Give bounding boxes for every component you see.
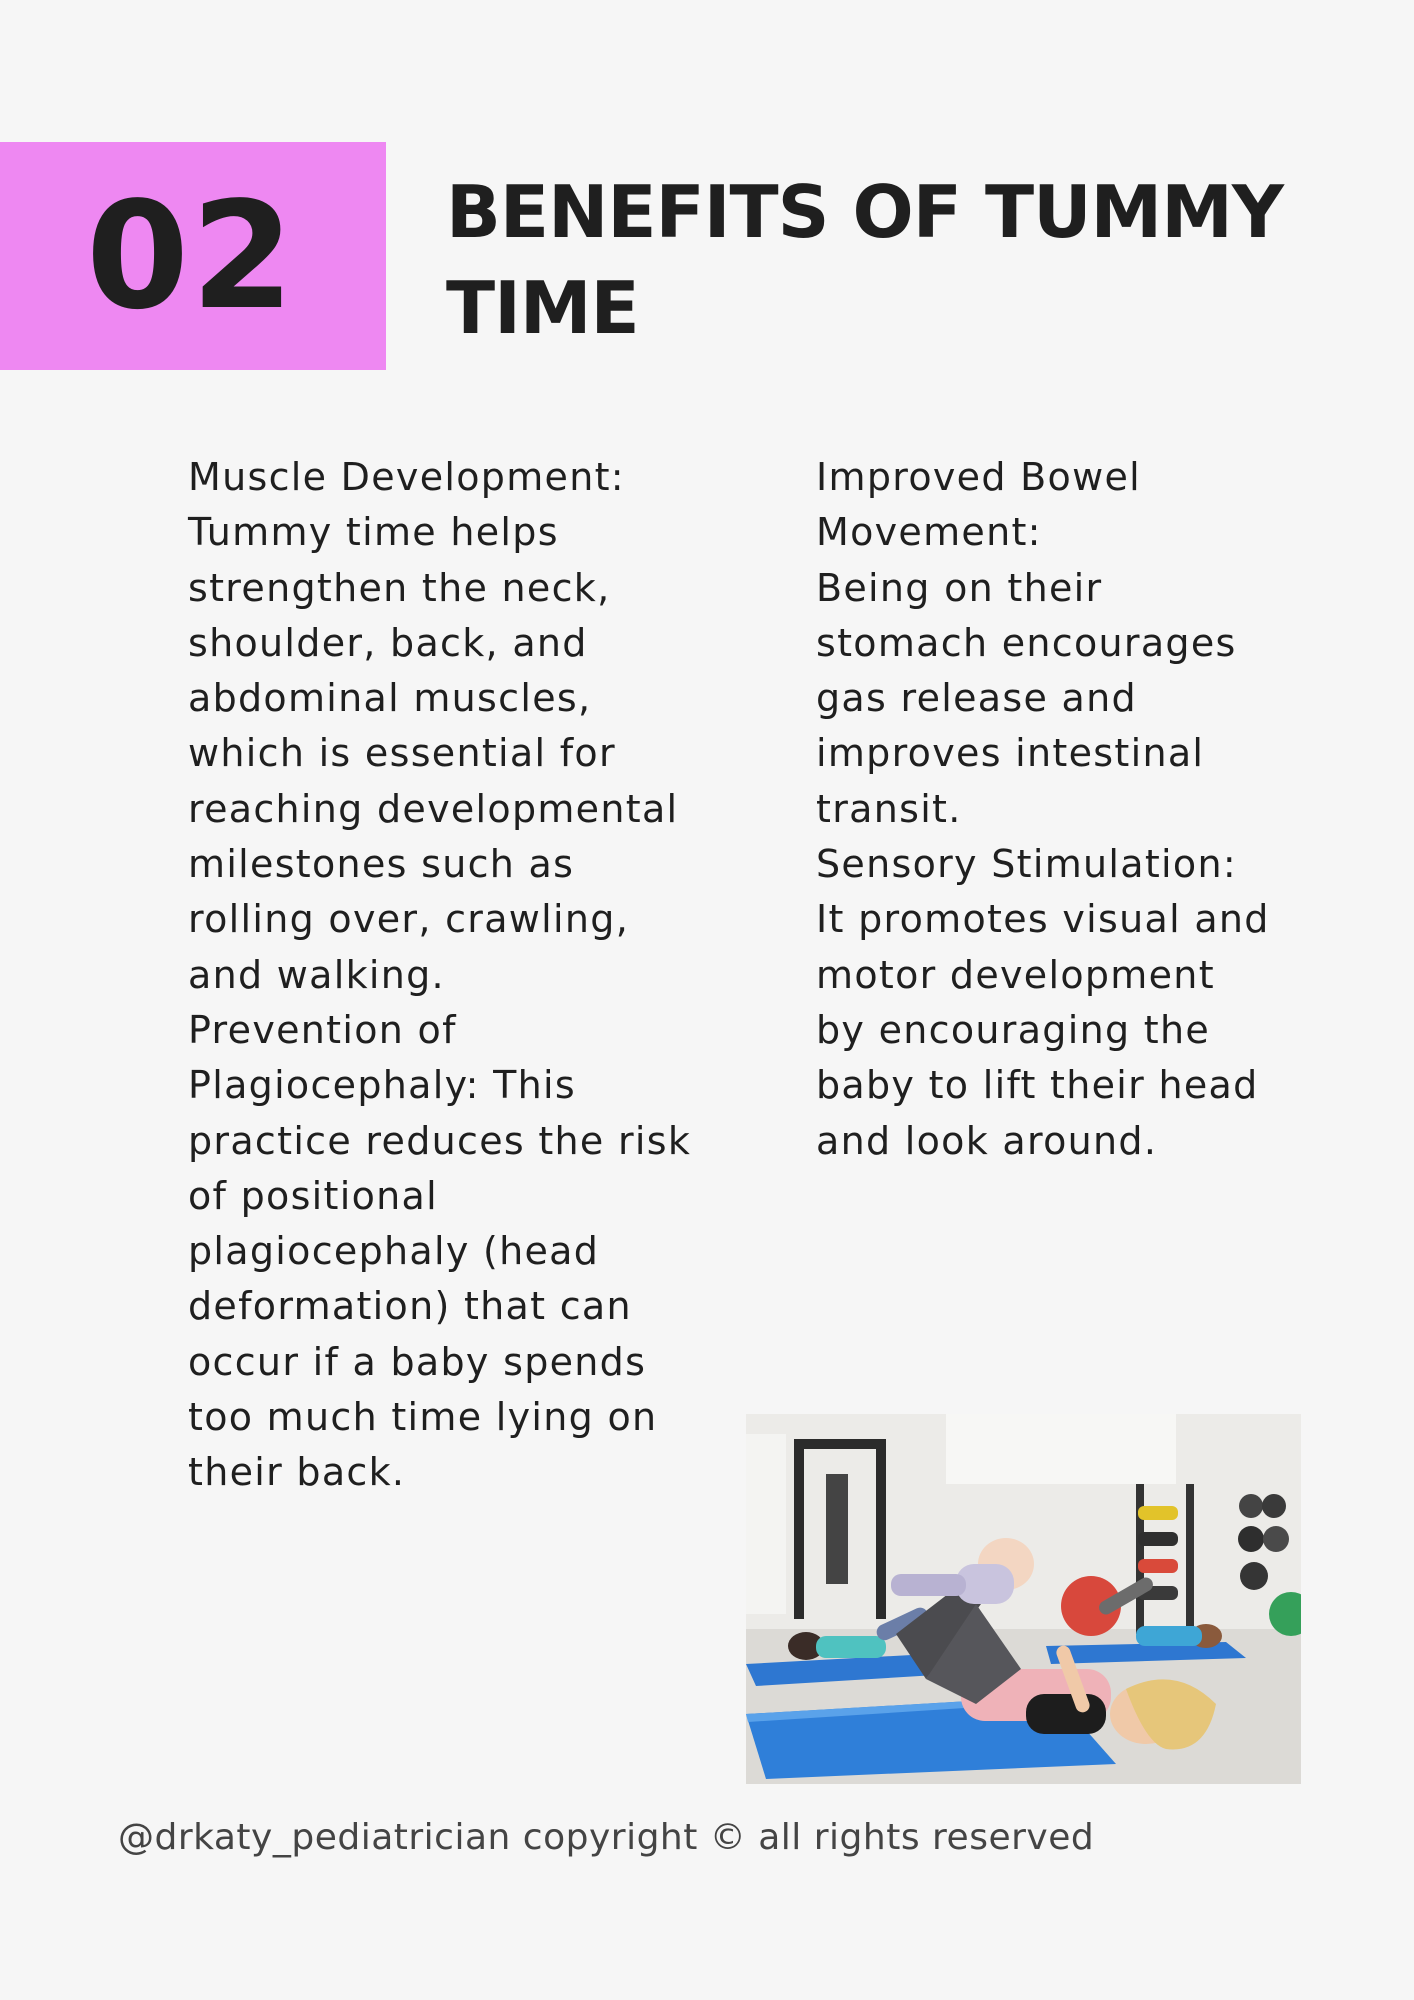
paragraph-plagiocephaly: Prevention of Plagiocephaly: This practice reduces the risk of positional plagiocephaly (head deformation) that can occur if a baby spends too much time lying on their back. (188, 1007, 692, 1495)
exercise-photo (746, 1414, 1301, 1784)
copyright-footer: @drkaty_pediatrician copyright © all rights reserved (118, 1817, 1095, 1858)
section-number-block (0, 142, 386, 370)
page-title: BENEFITS OF TUMMY TIME (446, 170, 1283, 350)
paragraph-sensory-stimulation: Sensory Stimulation: It promotes visual and motor development by encouraging the baby to lift their head and look around. (816, 842, 1270, 1163)
exercise-photo-illustration (746, 1414, 1301, 1784)
paragraph-muscle-development: Muscle Development: Tummy time helps strengthen the neck, shoulder, back, and abdominal muscles, which is essential for reaching developmental milestones such as rolling over, crawling, and walking. (188, 455, 679, 997)
paragraph-bowel-movement: Being on their stomach encourages gas release and improves intestinal transit. (816, 565, 1237, 831)
section-number: 02 (86, 170, 296, 342)
right-text-column (816, 450, 1276, 1169)
paragraph-bowel-heading: Improved Bowel Movement: (816, 455, 1141, 555)
left-text-column (188, 450, 708, 1501)
